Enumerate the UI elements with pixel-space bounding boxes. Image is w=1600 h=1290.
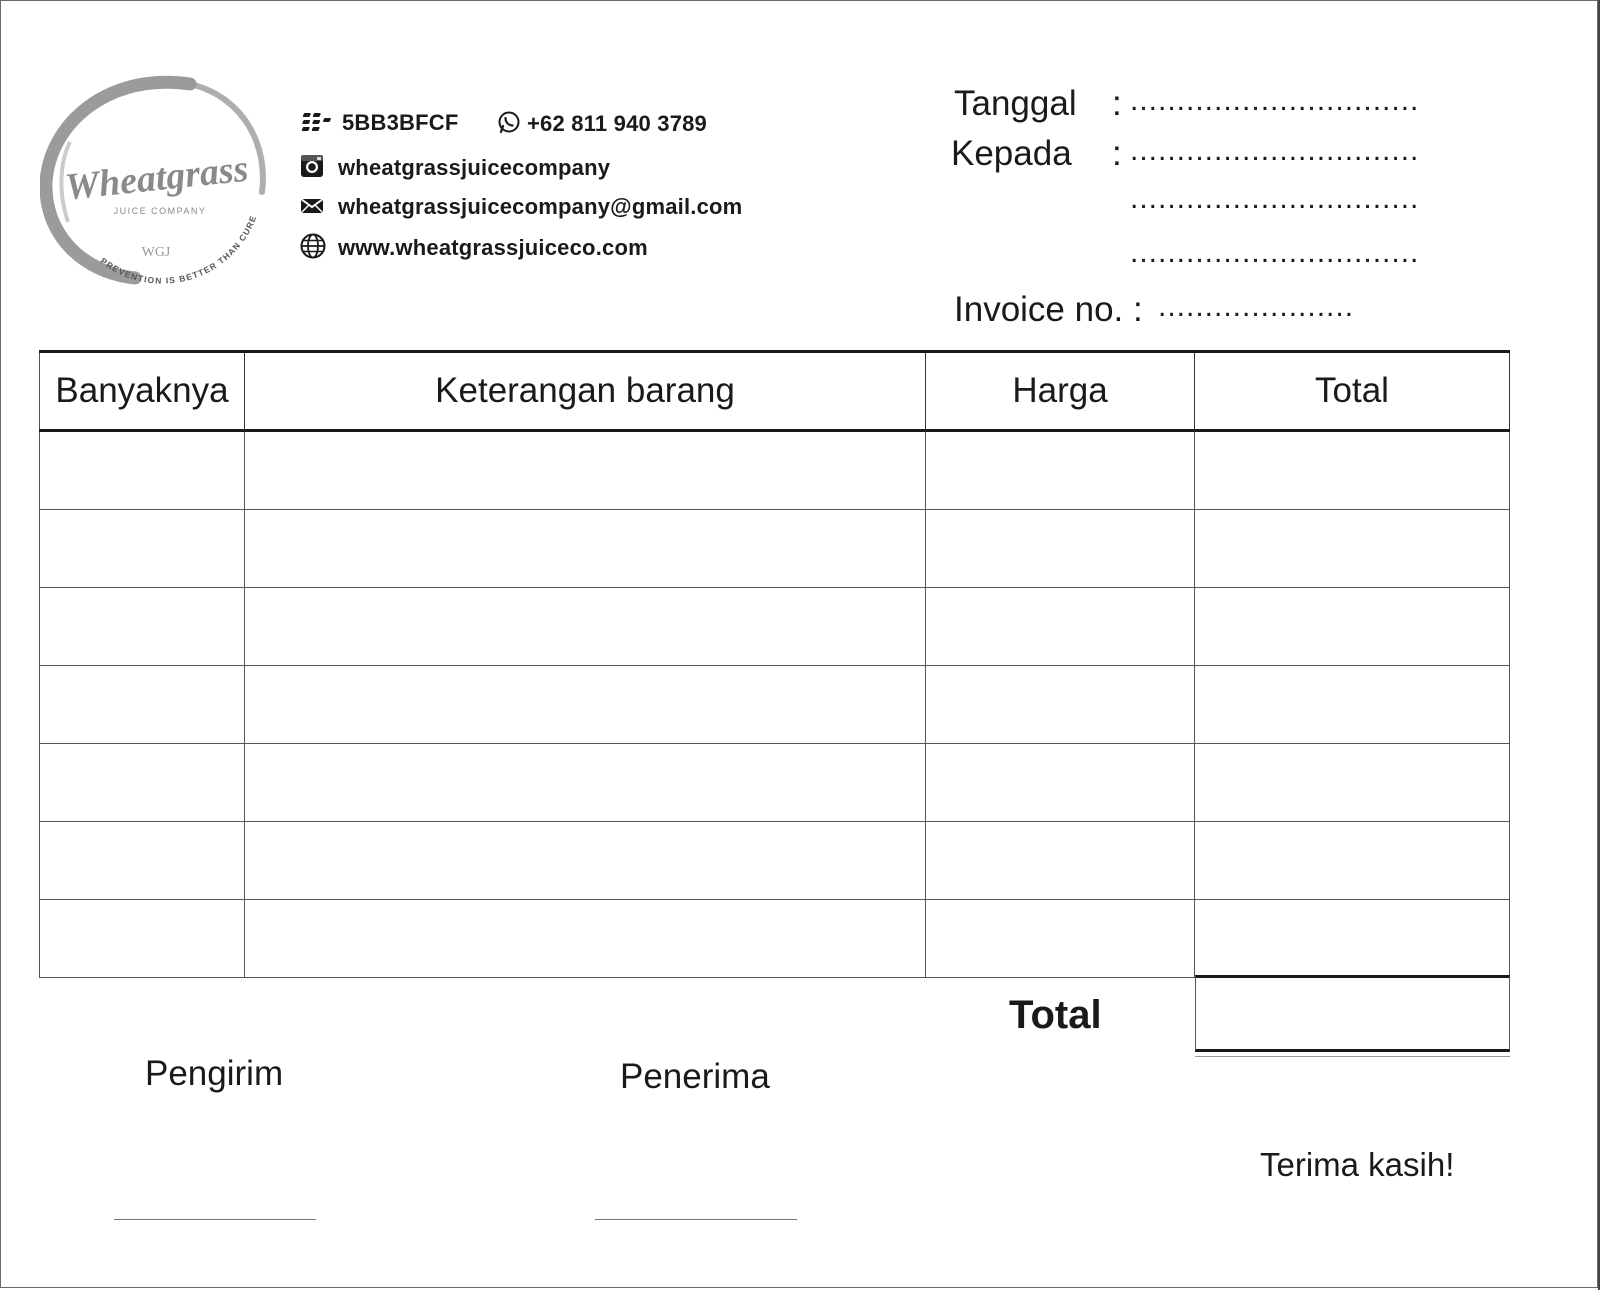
logo-brand: Wheatgrass [63,147,251,209]
cell-price[interactable] [926,588,1195,666]
table-row [40,588,1510,666]
cell-description[interactable] [245,431,926,510]
grand-total-label: Total [1009,993,1102,1037]
table-row [40,822,1510,900]
cell-description[interactable] [245,588,926,666]
cell-total[interactable] [1195,431,1510,510]
contact-instagram [300,154,610,184]
table-header-row [40,352,1510,431]
cell-price[interactable] [926,822,1195,900]
cell-total[interactable] [1195,744,1510,822]
logo-sub: JUICE COMPANY [113,206,207,216]
invoice-label: Invoice no. : [954,290,1143,329]
whatsapp-number: +62 811 940 3789 [527,110,707,136]
kepada-label: Kepada [951,134,1072,173]
company-logo [40,72,276,294]
tanggal-label: Tanggal [954,84,1077,123]
items-table-wrapper [39,350,1510,978]
cell-description[interactable] [245,666,926,744]
grand-total-field[interactable] [1195,975,1510,1052]
invoice-number-field[interactable]: ..................... [1158,290,1355,323]
cell-price[interactable] [926,666,1195,744]
cell-price[interactable] [926,744,1195,822]
tanggal-colon: : [1112,84,1122,123]
cell-quantity[interactable] [40,510,245,588]
kepada-field-line-3[interactable]: ............................... [1130,236,1420,269]
table-row [40,666,1510,744]
table-row [40,744,1510,822]
sender-signature-line[interactable] [114,1219,316,1220]
cell-total[interactable] [1195,822,1510,900]
column-header-total: Total [1195,352,1510,431]
table-row [40,431,1510,510]
thank-you-note: Terima kasih! [1260,1146,1455,1183]
contact-website [300,233,648,265]
grand-total-underline [1195,1056,1510,1057]
cell-quantity[interactable] [40,666,245,744]
cell-price[interactable] [926,900,1195,978]
whatsapp-icon [497,110,521,140]
globe-icon [300,233,326,265]
sender-label: Pengirim [145,1054,284,1093]
receiver-signature-line[interactable] [595,1219,797,1220]
cell-total[interactable] [1195,666,1510,744]
cell-description[interactable] [245,510,926,588]
contact-bbm [300,110,459,137]
cell-description[interactable] [245,744,926,822]
logo-monogram: WGJ [141,245,171,260]
logo-badge-icon [40,72,276,294]
contact-email [300,194,742,221]
cell-quantity[interactable] [40,744,245,822]
cell-quantity[interactable] [40,431,245,510]
receiver-label: Penerima [620,1057,770,1096]
logo-motto: PREVENTION IS BETTER THAN CURE [98,213,259,286]
cell-quantity[interactable] [40,900,245,978]
instagram-handle: wheatgrassjuicecompany [338,154,611,180]
column-header-banyaknya: Banyaknya [40,352,245,431]
bbm-pin: 5BB3BFCF [342,110,459,135]
kepada-colon: : [1112,134,1122,173]
cell-total[interactable] [1195,588,1510,666]
cell-quantity[interactable] [40,822,245,900]
cell-description[interactable] [245,822,926,900]
cell-price[interactable] [926,510,1195,588]
blackberry-icon [300,111,332,137]
kepada-field-line-1[interactable]: ............................... [1130,134,1420,167]
kepada-field-line-2[interactable]: ............................... [1130,182,1420,215]
tanggal-field[interactable]: ............................... [1130,84,1420,117]
column-header-keterangan: Keterangan barang [245,352,926,431]
envelope-icon [300,195,324,221]
website-url: www.wheatgrassjuiceco.com [338,234,648,260]
cell-quantity[interactable] [40,588,245,666]
email-address: wheatgrassjuicecompany@gmail.com [338,194,743,219]
table-row [40,510,1510,588]
column-header-harga: Harga [926,352,1195,431]
cell-total[interactable] [1195,510,1510,588]
contact-whatsapp [497,110,707,140]
table-row [40,900,1510,978]
cell-description[interactable] [245,900,926,978]
svg-text:PREVENTION IS BETTER THAN CURE [99,213,259,285]
instagram-icon [300,154,324,184]
items-table [39,350,1510,978]
cell-total[interactable] [1195,900,1510,978]
cell-price[interactable] [926,431,1195,510]
